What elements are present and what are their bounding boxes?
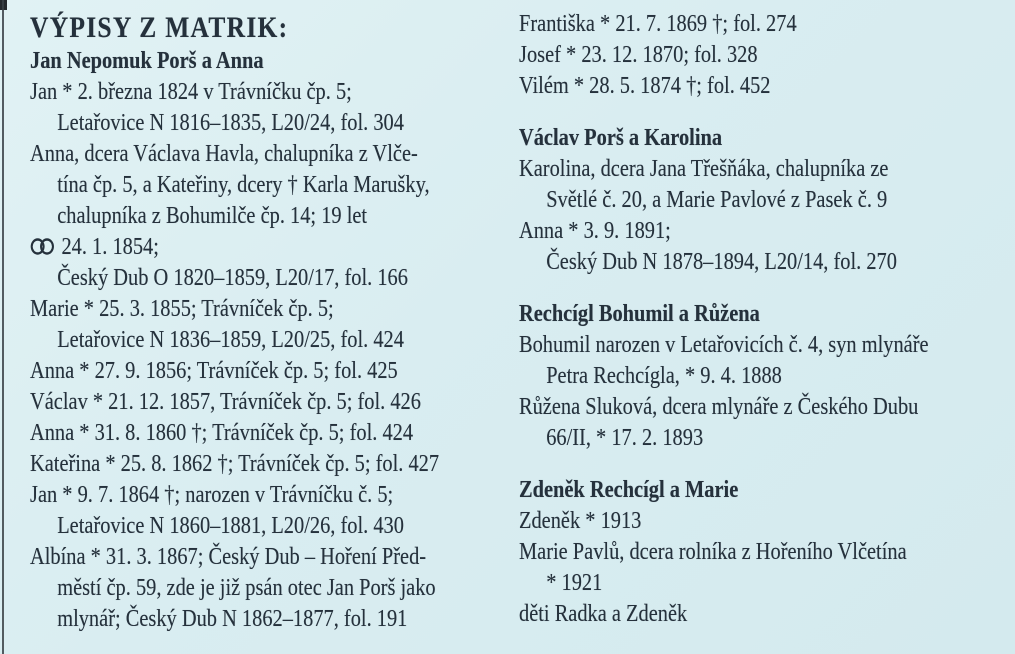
- page-title: VÝPISY Z MATRIK:: [30, 11, 289, 44]
- record-line: Karolina, dcera Jana Třešňáka, chalupníka ze: [519, 156, 889, 182]
- record-line: Bohumil narozen v Letařovicích č. 4, syn mlynáře: [519, 332, 929, 358]
- section-heading: Zdeněk Rechcígl a Marie: [519, 477, 739, 503]
- record-line: děti Radka a Zdeněk: [519, 601, 688, 627]
- record-line: 66/II, * 17. 2. 1893: [546, 425, 704, 451]
- section-heading: Jan Nepomuk Porš a Anna: [30, 48, 264, 74]
- record-line: Zdeněk * 1913: [519, 508, 642, 534]
- record-line: Václav * 21. 12. 1857, Trávníček čp. 5; fol. 426: [30, 389, 421, 415]
- record-line: Český Dub N 1878–1894, L20/14, fol. 270: [546, 249, 897, 275]
- record-line: městí čp. 59, zde je již psán otec Jan Porš jako: [57, 575, 436, 601]
- record-line: Jan * 9. 7. 1864 †; narozen v Trávníčku č. 5;: [30, 482, 394, 508]
- record-line: chalupníka z Bohumilče čp. 14; 19 let: [57, 203, 368, 229]
- section-heading: Rechcígl Bohumil a Růžena: [519, 301, 760, 327]
- record-line: [30, 232, 574, 263]
- record-line: Josef * 23. 12. 1870; fol. 328: [519, 42, 758, 68]
- record-line: tína čp. 5, a Kateřiny, dcery † Karla Marušky,: [57, 172, 430, 198]
- record-line: Letařovice N 1836–1859, L20/25, fol. 424: [57, 327, 404, 353]
- record-line: Marie Pavlů, dcera rolníka z Hořeního Vlčetína: [519, 539, 907, 565]
- record-line: Anna * 3. 9. 1891;: [519, 218, 671, 244]
- record-line: Marie * 25. 3. 1855; Trávníček čp. 5;: [30, 296, 334, 322]
- marriage-rings-icon: [30, 237, 56, 256]
- record-line: Kateřina * 25. 8. 1862 †; Trávníček čp. 5; fol. 427: [30, 451, 440, 477]
- record-line: Františka * 21. 7. 1869 †; fol. 274: [519, 11, 797, 37]
- record-line: * 1921: [546, 570, 603, 596]
- section-heading: Václav Porš a Karolina: [519, 125, 723, 151]
- record-line: Petra Rechcígla, * 9. 4. 1888: [546, 363, 782, 389]
- record-line: Letařovice N 1860–1881, L20/26, fol. 430: [57, 513, 404, 539]
- record-line: Jan * 2. března 1824 v Trávníčku čp. 5;: [30, 79, 352, 105]
- record-line: Anna, dcera Václava Havla, chalupníka z Vlče-: [30, 141, 418, 167]
- record-line: Český Dub O 1820–1859, L20/17, fol. 166: [57, 265, 408, 291]
- record-line: Letařovice N 1816–1835, L20/24, fol. 304: [57, 110, 404, 136]
- left-column: [30, 9, 574, 635]
- record-line: Růžena Sluková, dcera mlynáře z Českého Dubu: [519, 394, 919, 420]
- record-line: Albína * 31. 3. 1867; Český Dub – Hoření Před-: [30, 544, 427, 570]
- right-column: [519, 9, 1015, 630]
- scan-edge-left: [2, 0, 4, 654]
- record-line: Světlé č. 20, a Marie Pavlové z Pasek č. 9: [546, 187, 888, 213]
- record-line: Anna * 27. 9. 1856; Trávníček čp. 5; fol. 425: [30, 358, 398, 384]
- record-line: Vilém * 28. 5. 1874 †; fol. 452: [519, 73, 771, 99]
- record-line-text: 24. 1. 1854;: [61, 234, 159, 260]
- record-line: Anna * 31. 8. 1860 †; Trávníček čp. 5; fol. 424: [30, 420, 414, 446]
- record-line: mlynář; Český Dub N 1862–1877, fol. 191: [57, 606, 408, 632]
